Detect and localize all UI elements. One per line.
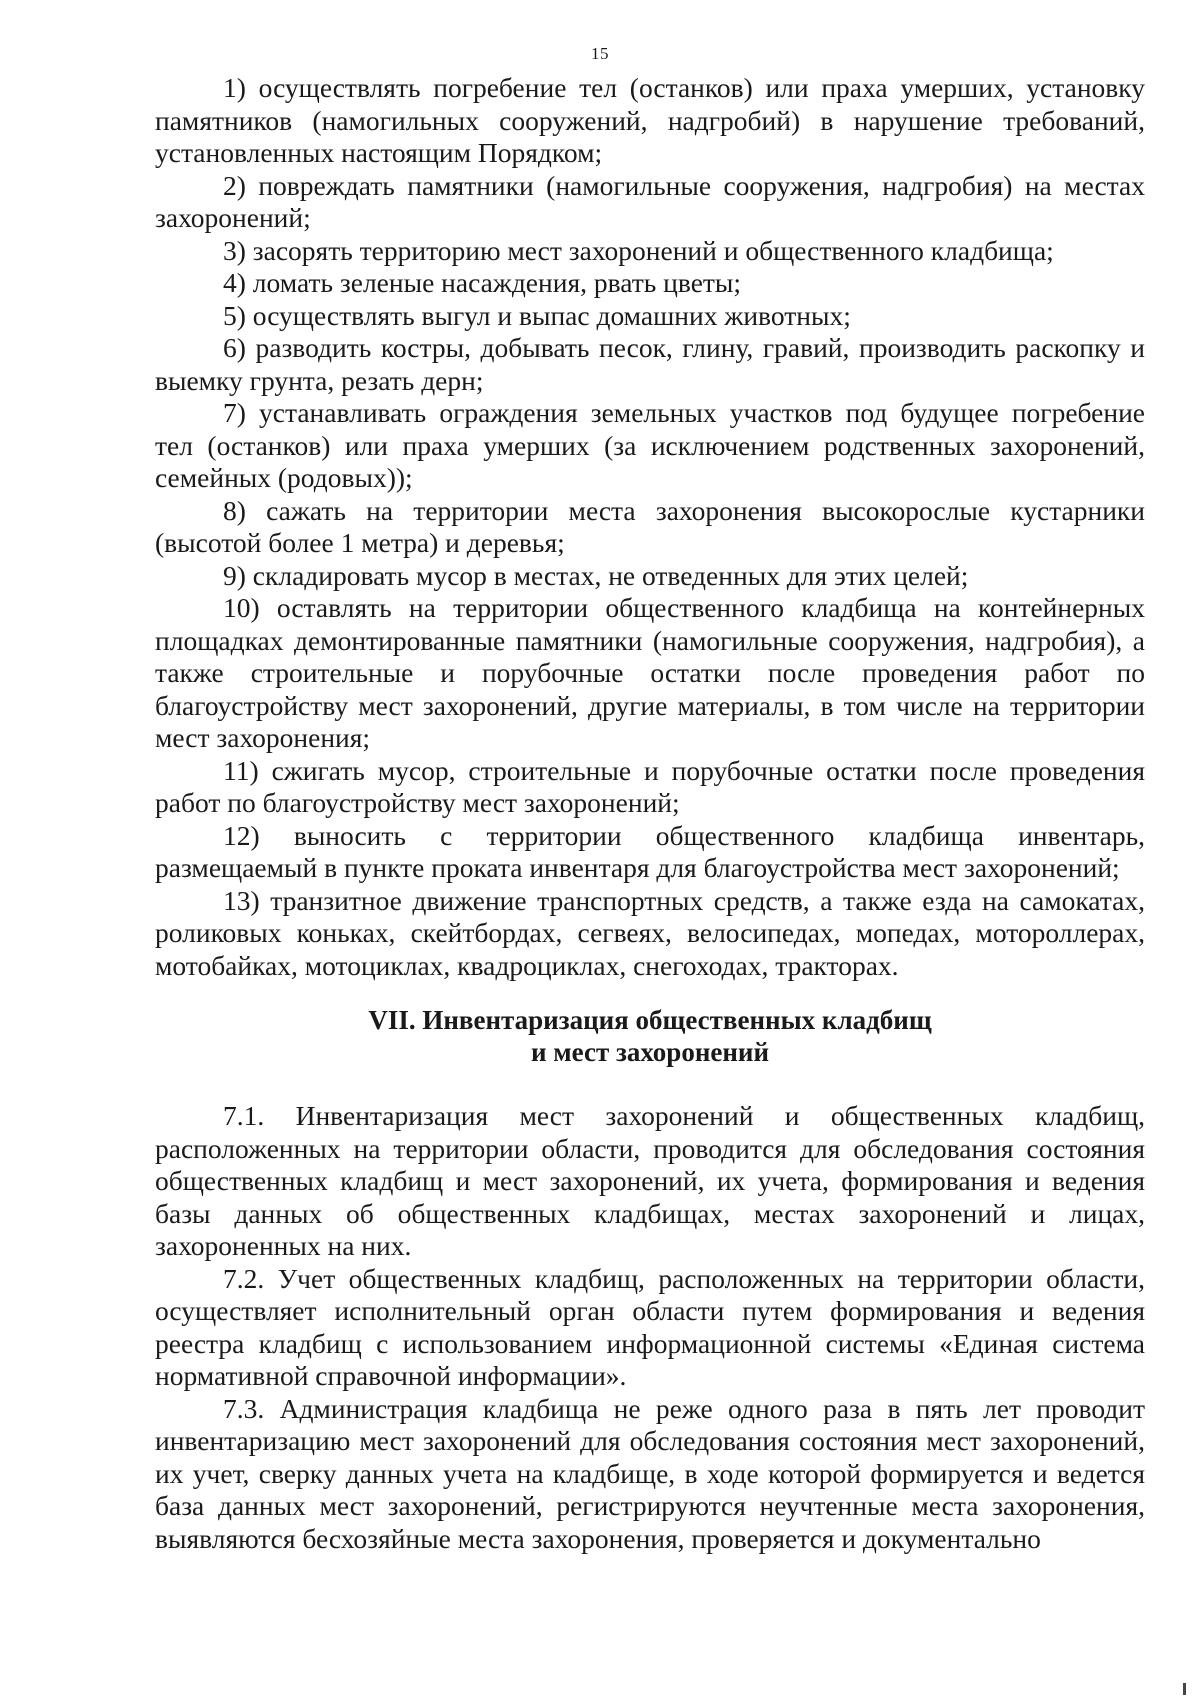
section-heading-line-1: VII. Инвентаризация общественных кладбищ (368, 1005, 932, 1035)
section-body (155, 1100, 1145, 1555)
list-item: 5) осуществлять выгул и выпас домашних животных; (223, 299, 851, 331)
list-item: 10) оставлять на территории общественного кладбища на контейнерных площадках демонтированные памятники (намогильные сооружения, надгробия), а также строительные и порубочные остатки после проведения работ по благоустройству мест захоронений, другие материалы, в том числе на территории мест захоронения; (155, 592, 1145, 753)
section-heading (155, 1004, 1145, 1068)
scan-speck (1183, 1683, 1186, 1695)
list-item: 11) сжигать мусор, строительные и порубочные остатки после проведения работ по благоустройству мест захоронений; (155, 754, 1145, 818)
section-paragraph: 7.2. Учет общественных кладбищ, расположенных на территории области, осуществляет исполнительный орган области путем формирования и ведения реестра кладбищ с использованием информационной системы «Единая система нормативной справочной информации». (155, 1262, 1145, 1391)
section-paragraph: 7.1. Инвентаризация мест захоронений и общественных кладбищ, расположенных на территории области, проводится для обследования состояния общественных кладбищ и мест захоронений, их учета, формирования и ведения базы данных об общественных кладбищах, местах захоронений и лицах, захороненных на них. (155, 1100, 1145, 1261)
list-item: 3) засорять территорию мест захоронений и общественного кладбища; (223, 234, 1054, 266)
section-heading-line-2: и мест захоронений (530, 1037, 770, 1067)
list-item: 2) повреждать памятники (намогильные сооружения, надгробия) на местах захоронений; (155, 169, 1145, 233)
list-item: 7) устанавливать ограждения земельных участков под будущее погребение тел (останков) или праха умерших (за исключением родственных захоронений, семейных (родовых)); (155, 397, 1145, 493)
section-paragraph: 7.3. Администрация кладбища не реже одного раза в пять лет проводит инвентаризацию мест захоронений для обследования состояния мест захоронений, их учет, сверку данных учета на кладбище, в ходе которой формируется и ведется база данных мест захоронений, регистрируются неучтенные места захоронения, выявляются бесхозяйные места захоронения, проверяется и документально (155, 1392, 1145, 1554)
list-item: 13) транзитное движение транспортных средств, а также езда на самокатах, роликовых коньках, скейтбордах, сегвеях, велосипедах, мопедах, мотороллерах, мотобайках, мотоциклах, квадроциклах, снегоходах, тракторах. (155, 884, 1145, 981)
page-number: 15 (591, 44, 609, 63)
list-item: 1) осуществлять погребение тел (останков) или праха умерших, установку памятников (намогильных сооружений, надгробий) в нарушение требований, установленных настоящим Порядком; (155, 72, 1145, 168)
list-item: 8) сажать на территории места захоронения высокорослые кустарники (высотой более 1 метра) и деревья; (155, 494, 1145, 558)
list-item: 6) разводить костры, добывать песок, глину, гравий, производить раскопку и выемку грунта, резать дерн; (155, 332, 1145, 396)
prohibitions-list (155, 72, 1145, 982)
list-item: 9) складировать мусор в местах, не отведенных для этих целей; (223, 559, 969, 591)
list-item: 4) ломать зеленые насаждения, рвать цветы; (223, 267, 742, 298)
list-item: 12) выносить с территории общественного кладбища инвентарь, размещаемый в пункте проката инвентаря для благоустройства мест захоронений; (155, 819, 1145, 883)
